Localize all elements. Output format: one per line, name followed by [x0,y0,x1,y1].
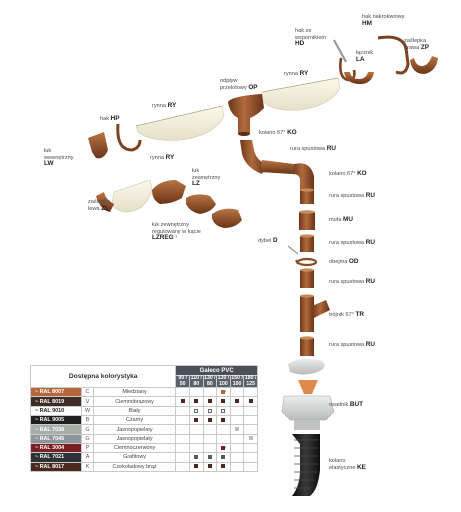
label-ru-2-code: RU [365,192,375,199]
label-hd-line2: wspornikiem [295,34,327,41]
label-ry-2 [152,103,176,110]
availability-cell [189,425,203,434]
availability-mark [194,399,198,403]
size-header-top: 150 / [231,375,243,381]
label-ry-1-code: RY [299,70,309,77]
label-ru-5 [329,342,375,349]
label-ry-2-line1: rynna [152,103,166,109]
availability-cell [244,453,258,462]
label-zl-code: ZL [101,204,109,212]
availability-cell [176,434,190,443]
availability-cell [217,453,231,462]
availability-cell [244,416,258,425]
size-header-bottom: 80 [206,380,213,387]
flexible-elbow-ke [292,434,320,496]
availability-cell [217,388,231,397]
label-ko-2 [329,171,367,178]
label-hd-line1: hak ze [295,28,312,34]
label-la-code: LA [356,55,365,63]
availability-mark [235,399,239,403]
label-lw-line2: wewnętrzny [44,154,74,161]
availability-cell [230,406,244,415]
label-ru-5-code: RU [365,341,375,348]
label-zp [404,38,429,51]
label-zp-code: ZP [420,43,429,51]
ral-code: ~ RAL 7045 [31,434,82,443]
label-ru-4 [329,279,375,286]
inner-corner-lw [88,132,108,158]
label-od [329,259,359,266]
label-ke-line2: elastyczne [329,464,356,471]
size-header [244,376,258,388]
label-lzreg-footnote: ¹ [173,235,178,242]
availability-cell [230,425,244,434]
label-ry-3 [150,155,174,162]
availability-cell [203,425,217,434]
availability-mark [194,455,198,459]
table-row [31,416,258,425]
availability-cell [244,425,258,434]
label-ko-2-code: KO [357,170,367,177]
size-header-top: 130 / [204,375,216,381]
size-header-top: 180 / [244,375,257,381]
label-hp-code: HP [110,115,120,122]
label-ru-4-line1: rura spustowa [329,279,365,285]
label-op-code: OP [248,83,258,91]
availability-cell [203,388,217,397]
label-ry-1 [284,71,308,78]
availability-cell [189,434,203,443]
label-ru-3-code: RU [365,239,375,246]
availability-cell [176,388,190,397]
availability-cell [189,462,203,471]
label-but [329,402,363,409]
label-ry-3-code: RY [165,154,175,161]
table-row [31,425,258,434]
label-tr-line1: trójnik 67° [329,312,354,318]
availability-cell [189,388,203,397]
availability-cell [217,443,231,452]
label-lzreg-line1: łuk zewnętrzny [152,222,189,228]
color-letter: G [82,425,94,434]
label-zl-line1: zaślepka [88,199,111,205]
label-d [258,238,278,245]
label-zl-line2: lewa [88,205,100,212]
ral-code: ~ RAL 8007 [31,388,82,397]
availability-mark [249,436,253,440]
availability-cell [217,434,231,443]
availability-mark [194,418,198,422]
socket-mu [299,210,315,230]
label-hm-code: HM [362,19,372,27]
color-name: Biały [93,406,176,415]
table-row [31,453,258,462]
availability-mark [221,409,225,413]
availability-cell [176,425,190,434]
label-ru-4-code: RU [365,278,375,285]
label-ru-1-line1: rura spustowa [290,146,326,152]
ral-code: ~ RAL 9010 [31,406,82,415]
availability-cell [176,453,190,462]
availability-cell [244,462,258,471]
label-od-code: OD [348,258,359,265]
label-ry-2-code: RY [167,102,177,109]
availability-cell [203,406,217,415]
availability-cell [244,434,258,443]
label-hd [295,28,326,48]
table-row [31,434,258,443]
label-d-line1: dybel [258,238,272,244]
label-ry-3-line1: rynna [150,155,164,161]
availability-cell [217,416,231,425]
label-op [220,78,258,91]
color-letter: B [82,416,94,425]
availability-mark [221,455,225,459]
label-but-code: BUT [349,401,363,408]
size-header-bottom: 50 [179,380,186,387]
availability-cell [189,453,203,462]
label-lz-line1: łuk [192,168,200,174]
label-lw-line1: łuk [44,148,52,154]
color-name: Jasnopopielaty [93,434,176,443]
color-letter: K [82,462,94,471]
size-header-top: 130 / [217,375,230,381]
availability-mark [208,464,212,468]
elbow-ko-second [292,163,314,190]
availability-cell [217,462,231,471]
color-name: Ciemnoczerwony [93,443,176,452]
ral-code: ~ RAL 7038 [31,425,82,434]
footnote-star: * [224,389,227,395]
label-ru-1 [290,146,336,153]
label-ru-3 [329,240,375,247]
size-header-bottom: 100 [219,380,228,387]
availability-cell [189,397,203,406]
gutter-ry-lower [112,180,152,212]
availability-cell [230,434,244,443]
availability-cell [176,443,190,452]
label-hm-line1: hak nakrokwiowy [362,14,405,20]
table-title: Dostępna kolorystyka [31,366,176,388]
label-lz-line2: zewnętrzny [192,174,221,181]
label-lzreg [152,222,201,242]
label-mu [329,217,353,224]
label-ru-2 [329,193,375,200]
label-op-line2: przelotowy [220,84,247,91]
availability-cell [230,388,244,397]
availability-cell [244,443,258,452]
label-hp [100,116,119,123]
label-zl [88,199,110,212]
label-la [356,50,373,63]
color-name: Grafitowy [93,453,176,462]
table-body [31,388,258,472]
gully-but [282,359,334,430]
color-letter: A [82,453,94,462]
color-name: Czekoladowy brąz [93,462,176,471]
downpipe-ru-4 [300,268,314,288]
footnote-star: * [224,445,227,451]
size-header [217,376,231,388]
color-letter: G [82,434,94,443]
availability-cell [217,406,231,415]
ral-code: ~ RAL 7021 [31,453,82,462]
availability-cell [189,416,203,425]
size-header-bottom: 80 [193,380,200,387]
label-zp-line2: prawa [404,44,420,51]
availability-cell [176,406,190,415]
label-mu-line1: mufa [329,217,342,223]
label-ru-2-line1: rura spustowa [329,193,365,199]
availability-cell [189,443,203,452]
label-mu-code: MU [343,216,353,223]
ral-code: ~ RAL 8017 [31,462,82,471]
downpipe-ru-2 [300,188,314,204]
hook-bracket-hd [334,40,354,80]
availability-mark [221,464,225,468]
table-group-header: Galeco PVC [176,366,258,376]
end-cap-right-zp [410,56,438,74]
label-op-line1: odpływ [220,78,238,84]
label-la-line1: łącznik [356,50,374,56]
ral-code: ~ RAL 9005 [31,416,82,425]
availability-cell [230,416,244,425]
label-ko-1 [259,130,297,137]
size-header-bottom: 125 [246,380,255,387]
table-row [31,388,258,397]
color-letter: P [82,443,94,452]
clamp-od [296,259,316,265]
size-header [203,376,217,388]
label-lw [44,148,74,168]
dowel-d [288,246,298,254]
availability-cell [244,406,258,415]
table-row [31,443,258,452]
outer-corner-lz [152,180,186,204]
availability-cell [217,397,231,406]
gutter-ry-middle [136,106,224,140]
availability-cell [203,397,217,406]
availability-cell [217,425,231,434]
label-d-code: D [272,237,278,244]
label-hm [362,14,405,27]
table-row [31,397,258,406]
availability-cell [189,406,203,415]
label-zp-line1: zaślepka [404,38,427,44]
gutter-ry-top [262,78,340,110]
availability-cell [203,434,217,443]
availability-cell [230,443,244,452]
label-but-line1: osadnik [329,402,349,408]
label-ru-1-code: RU [326,145,336,152]
color-letter: C [82,388,94,397]
size-header-top: 90 / [178,375,187,381]
label-ru-3-line1: rura spustowa [329,240,365,246]
availability-cell [203,462,217,471]
availability-cell [244,388,258,397]
label-tr [329,312,364,319]
label-tr-code: TR [355,311,365,318]
label-ko-1-code: KO [287,129,297,136]
color-letter: W [82,406,94,415]
label-ke [329,458,366,471]
color-name: Czarny [93,416,176,425]
label-lzreg-code: LZREG [152,234,174,242]
size-header-bottom: 100 [232,380,242,387]
connector-la [344,72,374,84]
size-header [189,376,203,388]
downpipe-ru-5 [300,336,314,356]
availability-mark [208,418,212,422]
availability-mark [181,399,185,403]
table-row [31,406,258,415]
availability-mark [208,399,212,403]
color-name: Miedziany [93,388,176,397]
label-lz [192,168,220,188]
availability-cell [176,416,190,425]
label-od-line1: obejma [329,259,348,265]
size-header [230,376,244,388]
label-ry-1-line1: rynna [284,71,298,77]
color-name: Jasnopopielaty [93,425,176,434]
color-letter: V [82,397,94,406]
availability-mark [221,418,225,422]
label-ke-line1: kolano [329,458,346,464]
availability-mark [194,464,198,468]
color-name: Ciemnobrązowy [93,397,176,406]
availability-mark [249,399,253,403]
color-availability-table [30,365,258,472]
availability-cell [244,397,258,406]
availability-cell [230,462,244,471]
availability-mark [208,455,212,459]
label-ke-code: KE [357,463,366,471]
availability-cell [176,462,190,471]
availability-cell [230,453,244,462]
availability-cell [203,416,217,425]
ral-code: ~ RAL 8019 [31,397,82,406]
size-header-top: 110 / [190,375,202,381]
tee-tr [300,294,330,332]
ral-code: ~ RAL 3004 [31,443,82,452]
label-hd-code: HD [295,40,305,48]
pipe-connector [260,160,294,174]
label-ru-5-line1: rura spustowa [329,342,365,348]
label-lw-code: LW [44,160,54,168]
size-header [176,376,190,388]
label-hp-line1: hak [100,116,110,122]
availability-cell [230,397,244,406]
label-lz-code: LZ [192,180,200,188]
availability-mark [235,427,239,431]
availability-mark [221,399,225,403]
availability-mark [194,409,198,413]
availability-cell [203,443,217,452]
table-row [31,462,258,471]
label-lzreg-line2: regulowany w kącie [152,228,201,235]
label-ko-1-line1: kolano 67° [259,130,286,136]
label-ko-2-line1: kolano 67° [329,171,356,177]
availability-cell [203,453,217,462]
availability-cell [176,397,190,406]
availability-mark [208,409,212,413]
downpipe-ru-3 [300,234,314,252]
